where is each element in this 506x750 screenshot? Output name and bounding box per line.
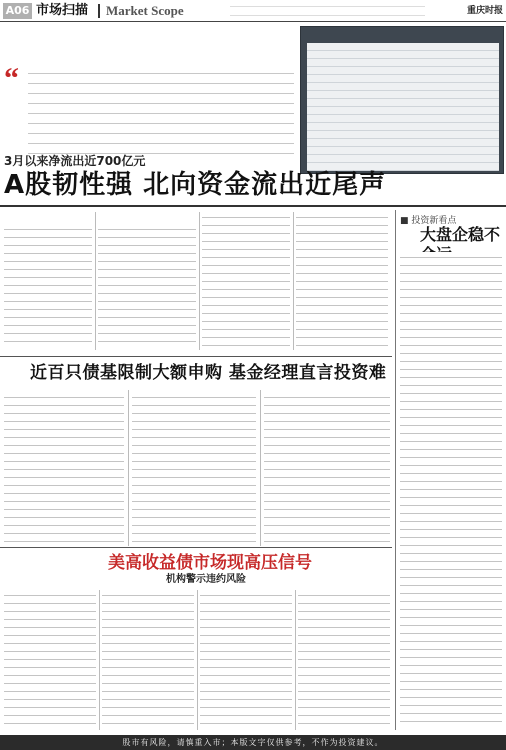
third-headline: 美高收益债市场现高压信号 — [108, 553, 312, 573]
fund-flow-table-panel — [300, 26, 504, 174]
second-article-column-1 — [4, 392, 124, 544]
column-divider — [199, 212, 200, 350]
section-divider — [0, 547, 392, 548]
third-article-column-4 — [298, 590, 390, 730]
third-article-column-2 — [102, 590, 194, 730]
masthead-divider — [98, 4, 100, 18]
newspaper-name: 重庆时报 — [466, 6, 503, 16]
masthead-meta-line — [230, 6, 425, 16]
section-title-english: Market Scope — [106, 3, 184, 18]
column-divider — [128, 390, 129, 546]
column-divider — [295, 590, 296, 730]
section-divider — [0, 356, 392, 357]
third-article-column-3 — [200, 590, 292, 730]
footer-disclaimer: 股市有风险，请慎重入市；本版文字仅供参考，不作为投资建议。 — [0, 735, 506, 750]
article-column-3 — [202, 212, 290, 348]
section-divider — [0, 205, 506, 207]
page-number-tag: A06 — [3, 3, 32, 19]
column-divider — [95, 212, 96, 350]
right-column-divider — [395, 210, 396, 730]
quote-mark-icon: “ — [4, 62, 19, 95]
third-subtitle: 机构警示违约风险 — [166, 574, 246, 585]
second-headline: 近百只债基限制大额申购 基金经理直言投资难 — [30, 363, 387, 383]
side-article-body — [400, 252, 502, 728]
article-column-2 — [98, 224, 196, 348]
masthead — [0, 0, 506, 22]
article-column-4 — [296, 212, 388, 348]
side-headline: 大盘企稳不 — [420, 225, 501, 244]
article-column-1 — [4, 224, 92, 348]
lead-summary — [28, 66, 294, 158]
second-article-column-3 — [264, 392, 390, 544]
second-article-column-2 — [132, 392, 256, 544]
section-title: 市场扫描 — [36, 3, 89, 18]
lead-subheadline: 3月以来净流出近700亿元 — [4, 154, 146, 168]
column-divider — [260, 390, 261, 546]
lead-headline: A股韧性强 北向资金流出近尾声 — [4, 170, 387, 200]
side-section-label: ■ 投资新看点 — [400, 216, 457, 226]
column-divider — [293, 212, 294, 350]
fund-flow-table — [307, 43, 499, 171]
column-divider — [99, 590, 100, 730]
column-divider — [197, 590, 198, 730]
third-article-column-1 — [4, 590, 96, 730]
